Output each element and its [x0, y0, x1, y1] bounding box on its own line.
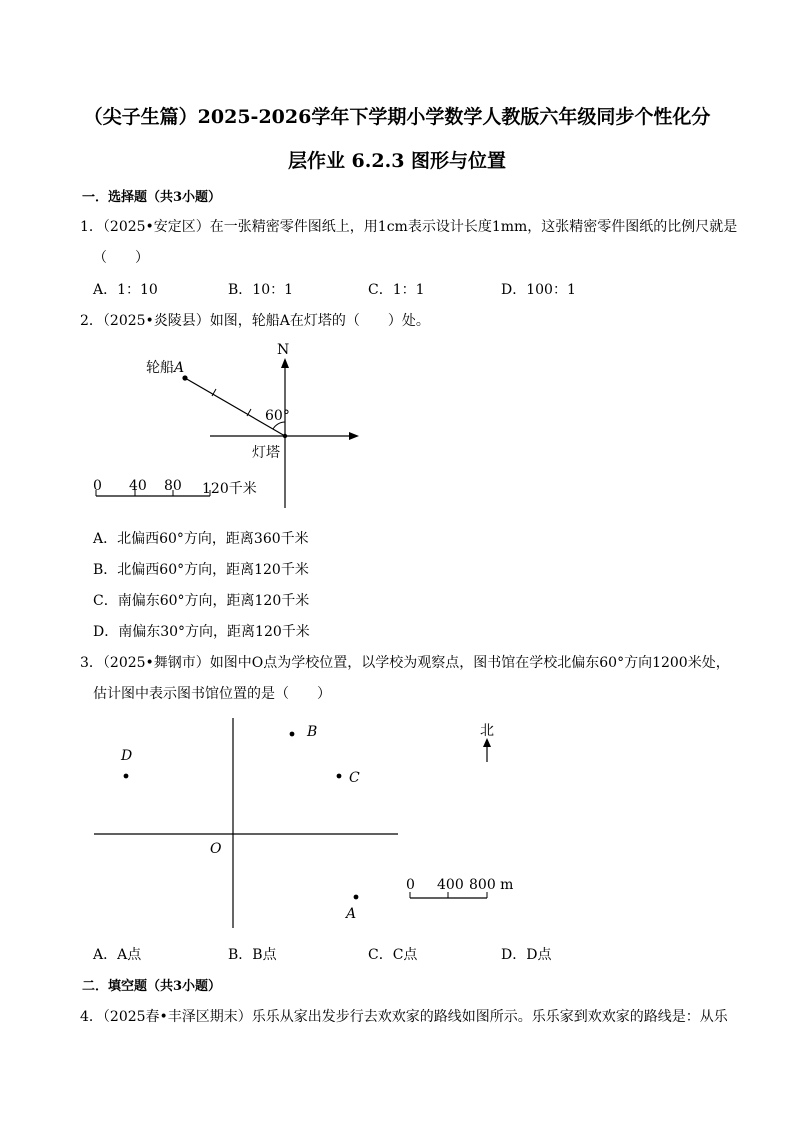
scale-tick-0-q3: 0 — [406, 877, 415, 893]
north-label-q3: 北 — [480, 723, 494, 739]
question-2-text: 2．（2025•炎陵县）如图，轮船A在灯塔的（ ）处。 — [80, 313, 430, 329]
tower-label: 灯塔 — [252, 445, 280, 461]
point-a-label: A — [346, 906, 357, 922]
scale-tick-400: 400 — [437, 877, 464, 893]
scale-tick-40: 40 — [129, 478, 147, 494]
question-1-option-a: A．1：10 — [93, 282, 158, 298]
question-3-option-d: D．D点 — [501, 947, 552, 963]
question-1-option-b: B．10：1 — [228, 282, 294, 298]
question-3-option-c: C．C点 — [368, 947, 418, 963]
section-heading-fill: 二．填空题（共3小题） — [82, 979, 222, 994]
question-3-option-b: B．B点 — [228, 947, 277, 963]
point-d-label: D — [121, 748, 133, 764]
scale-tick-80: 80 — [164, 478, 182, 494]
ship-label: 轮船A — [146, 360, 185, 376]
section-heading-choice: 一．选择题（共3小题） — [82, 190, 222, 205]
point-b-label: B — [307, 724, 318, 740]
origin-label: O — [210, 841, 222, 857]
scale-tick-800: 800 m — [469, 877, 514, 893]
question-3-text: 3．（2025•舞钢市）如图中O点为学校位置，以学校为观察点，图书馆在学校北偏东60°方向1200米处， — [80, 655, 730, 671]
question-1-option-c: C．1：1 — [368, 282, 425, 298]
question-3-option-a: A．A点 — [93, 947, 142, 963]
question-4-text: 4．（2025春•丰泽区期末）乐乐从家出发步行去欢欢家的路线如图所示。乐乐家到欢欢家的路线是：从乐 — [80, 1009, 728, 1025]
page-title-line-1: （尖子生篇）2025-2026学年下学期小学数学人教版六年级同步个性化分 — [83, 106, 711, 128]
question-2-option-a: A．北偏西60°方向，距离360千米 — [93, 531, 309, 547]
angle-label: 60° — [265, 408, 290, 424]
page-title-line-2: 层作业 6.2.3 图形与位置 — [287, 150, 507, 172]
scale-tick-120: 120千米 — [202, 481, 257, 497]
question-3-figure — [80, 710, 540, 940]
question-1-option-d: D．100：1 — [501, 282, 576, 298]
question-3-text-line-2: 估计图中表示图书馆位置的是（ ） — [93, 686, 331, 702]
scale-tick-0: 0 — [93, 478, 102, 494]
question-2-option-c: C．南偏东60°方向，距离120千米 — [93, 593, 310, 609]
north-label: N — [277, 342, 290, 358]
question-2-option-b: B．北偏西60°方向，距离120千米 — [93, 562, 309, 578]
question-1-text: 1．（2025•安定区）在一张精密零件图纸上，用1cm表示设计长度1mm，这张精密零件图纸的比例尺就是 — [80, 219, 738, 235]
question-1-blank: （ ） — [93, 250, 149, 266]
question-2-option-d: D．南偏东30°方向，距离120千米 — [93, 624, 310, 640]
point-c-label: C — [349, 770, 360, 786]
